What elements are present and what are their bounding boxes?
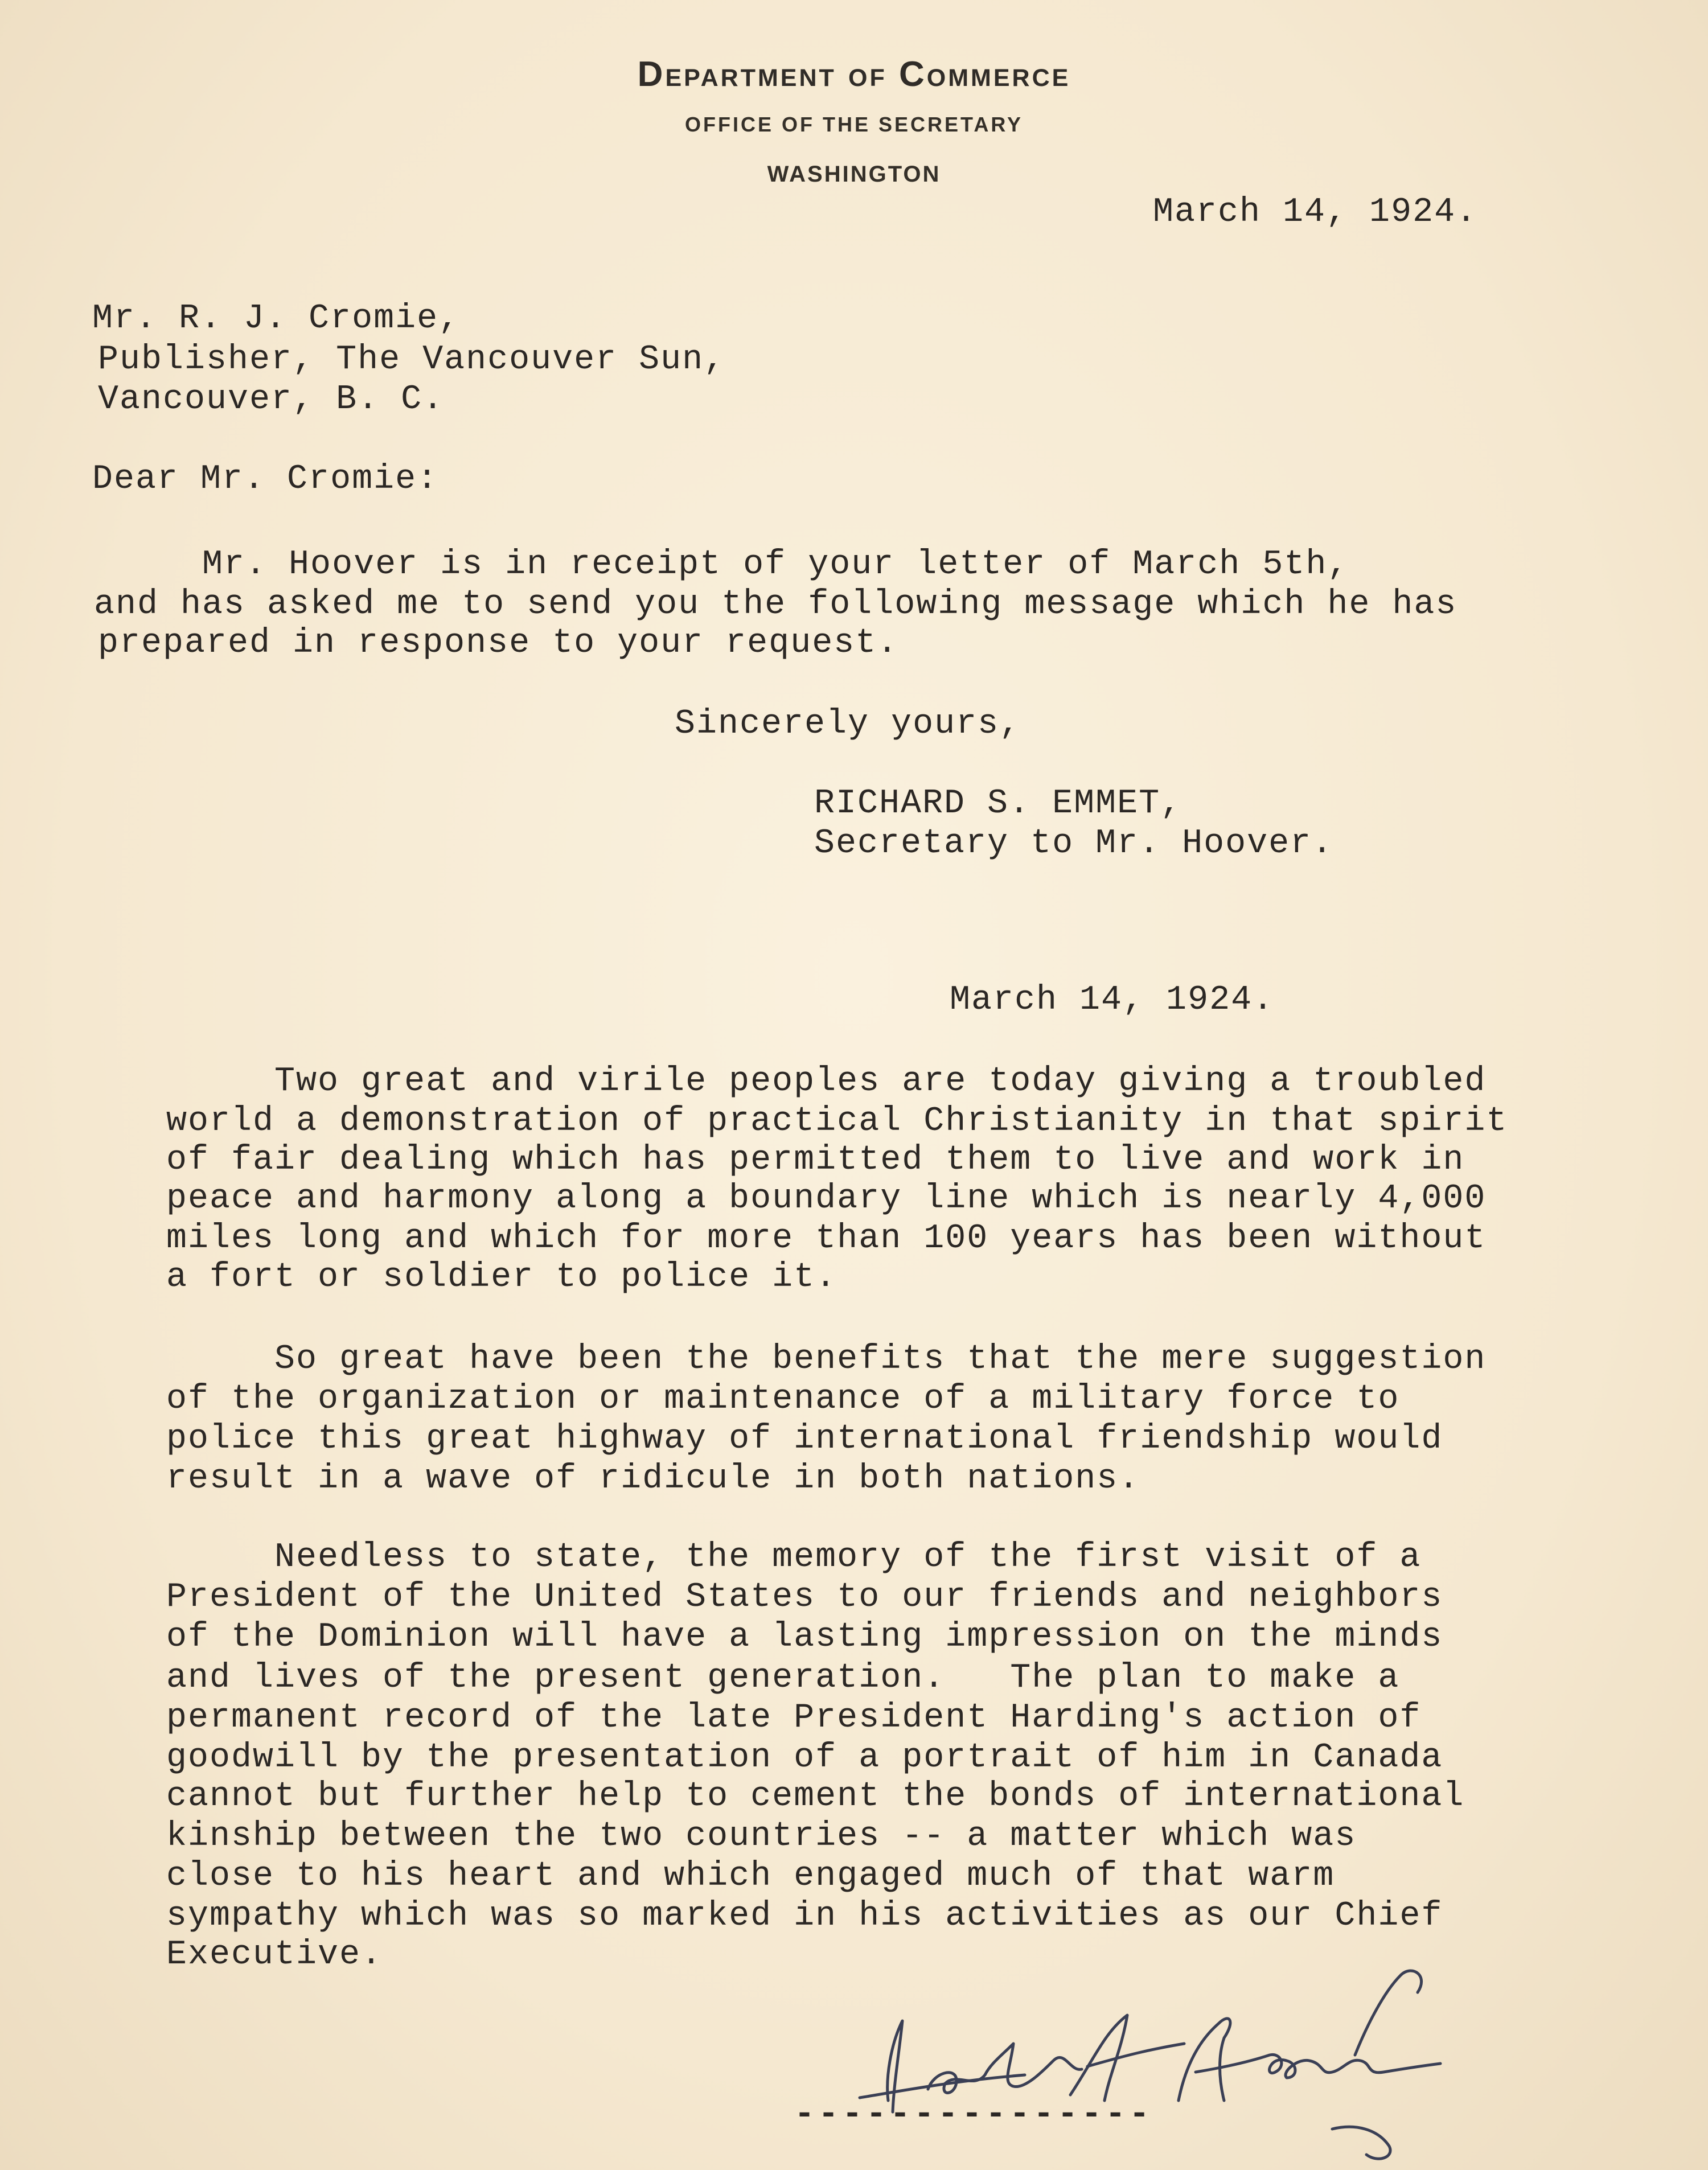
message-line: miles long and which for more than 100 years has been without <box>166 1219 1487 1258</box>
message-line: kinship between the two countries -- a matter which was <box>166 1817 1357 1856</box>
message-line: So great have been the benefits that the mere suggestion <box>166 1340 1487 1379</box>
letterhead-department: Department of Commerce <box>637 55 1071 94</box>
salutation: Dear Mr. Cromie: <box>92 460 439 499</box>
message-line: President of the United States to our friends and neighbors <box>166 1578 1443 1617</box>
message-line: goodwill by the presentation of a portrait of him in Canada <box>166 1739 1443 1777</box>
message-line: police this great highway of international friendship would <box>166 1420 1443 1458</box>
signer-title: Secretary to Mr. Hoover. <box>814 824 1334 863</box>
recipient-line: Publisher, The Vancouver Sun, <box>98 340 726 379</box>
message-date: March 14, 1924. <box>950 981 1275 1020</box>
closing: Sincerely yours, <box>675 705 1021 743</box>
cover-letter-date: March 14, 1924. <box>1153 193 1478 232</box>
message-line: cannot but further help to cement the bonds of international <box>166 1777 1465 1816</box>
message-line: and lives of the present generation. The plan to make a <box>166 1659 1400 1698</box>
handwritten-signature-image <box>786 1958 1503 2170</box>
signature-rule: --------------- <box>794 2095 1153 2134</box>
body-line: Mr. Hoover is in receipt of your letter of March 5th, <box>94 545 1349 584</box>
message-line: a fort or soldier to police it. <box>166 1258 837 1297</box>
message-line: of the organization or maintenance of a military force to <box>166 1380 1400 1419</box>
message-line: permanent record of the late President Harding's action of <box>166 1699 1422 1737</box>
recipient-line: Vancouver, B. C. <box>98 380 445 419</box>
message-line: Two great and virile peoples are today giving a troubled <box>166 1062 1487 1101</box>
signer-name: RICHARD S. EMMET, <box>814 784 1183 823</box>
message-line: result in a wave of ridicule in both nations. <box>166 1460 1140 1498</box>
message-line: peace and harmony along a boundary line which is nearly 4,000 <box>166 1179 1487 1218</box>
body-line: and has asked me to send you the following message which he has <box>94 585 1457 624</box>
letterhead-office: OFFICE OF THE SECRETARY <box>684 113 1023 136</box>
message-line: of the Dominion will have a lasting impression on the minds <box>166 1618 1443 1657</box>
recipient-line: Mr. R. J. Cromie, <box>92 299 461 338</box>
message-line: of fair dealing which has permitted them to live and work in <box>166 1141 1465 1179</box>
message-line: sympathy which was so marked in his activities as our Chief <box>166 1897 1443 1935</box>
message-line: world a demonstration of practical Christianity in that spirit <box>166 1102 1508 1141</box>
letterhead-city: WASHINGTON <box>767 162 941 187</box>
message-line: close to his heart and which engaged much of that warm <box>166 1857 1335 1896</box>
body-line: prepared in response to your request. <box>98 624 899 663</box>
message-line: Executive. <box>166 1935 383 1974</box>
message-line: Needless to state, the memory of the first visit of a <box>166 1538 1422 1577</box>
